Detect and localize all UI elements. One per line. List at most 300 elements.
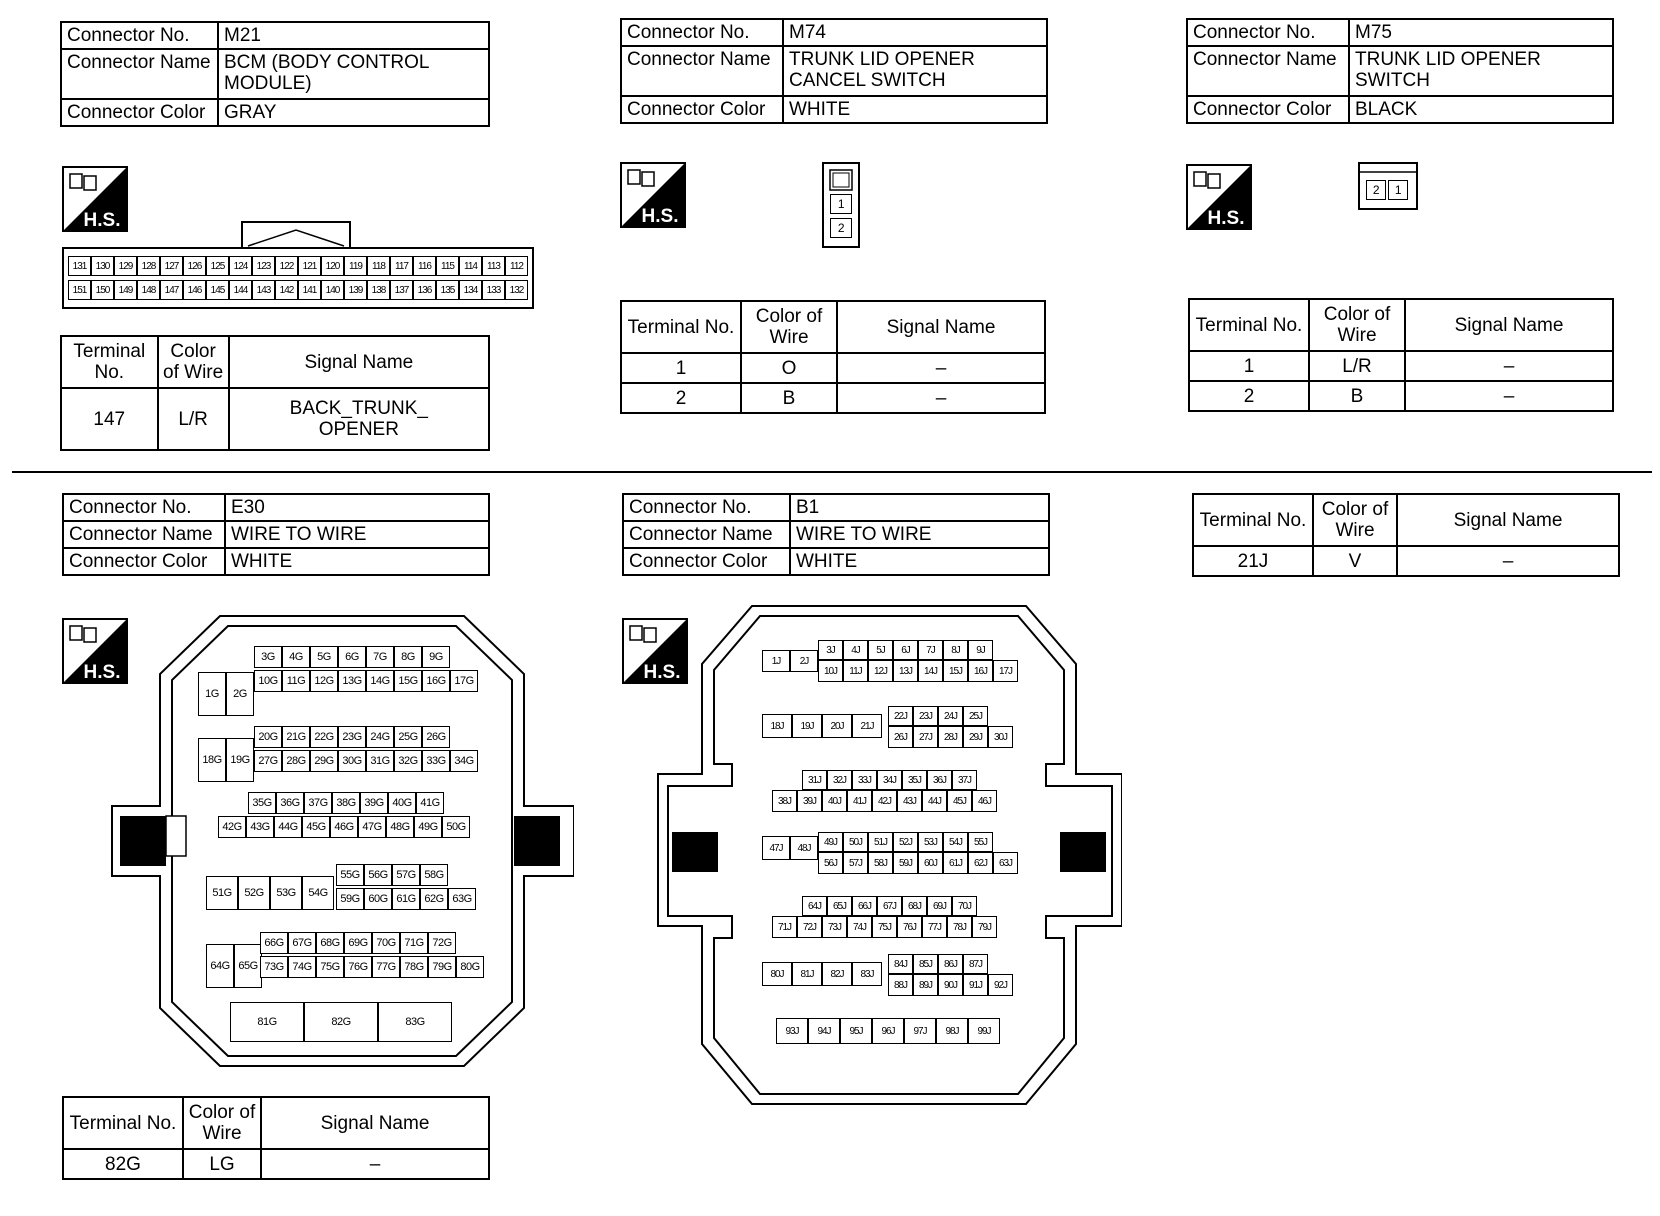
pin: 70J — [952, 896, 977, 916]
pin: 95J — [840, 1018, 872, 1044]
pin: 55J — [968, 832, 993, 852]
pin: 69J — [927, 896, 952, 916]
pin: 2J — [790, 650, 818, 672]
pin: 75J — [872, 916, 897, 938]
pin: 130 — [91, 256, 114, 276]
harness-side-icon — [620, 162, 686, 228]
connector-color-label: Connector Color — [1187, 96, 1349, 123]
pin: 125 — [206, 256, 229, 276]
connector-color-value: WHITE — [790, 548, 1049, 575]
pin: 15G — [394, 670, 422, 692]
pin: 65J — [827, 896, 852, 916]
terminal-no-header: Terminal No. — [621, 301, 741, 353]
pin: 9J — [968, 640, 993, 660]
pin: 143 — [252, 280, 275, 300]
pin: 45G — [302, 816, 330, 838]
pin: 74G — [288, 956, 316, 978]
pin: 133 — [482, 280, 505, 300]
pin: 26J — [888, 726, 913, 748]
pin: 62J — [968, 852, 993, 874]
pin: 16J — [968, 660, 993, 682]
pin: 56G — [364, 864, 392, 886]
color-of-wire-header: Color of Wire — [158, 336, 229, 388]
pin: 7J — [918, 640, 943, 660]
pin: 135 — [436, 280, 459, 300]
pin: 29J — [963, 726, 988, 748]
connector-no-value: M21 — [218, 22, 489, 49]
connector-no-value: E30 — [225, 494, 489, 521]
connector-name-label: Connector Name — [61, 49, 218, 99]
pin: 8G — [394, 646, 422, 668]
pin: 68J — [902, 896, 927, 916]
pin: 46G — [330, 816, 358, 838]
pin: 2 — [1366, 180, 1386, 200]
m75-info-table — [1186, 18, 1614, 124]
connector-color-label: Connector Color — [61, 99, 218, 126]
pin: 73G — [260, 956, 288, 978]
pin: 44J — [922, 790, 947, 812]
pin: 119 — [344, 256, 367, 276]
pin: 84J — [888, 954, 913, 974]
pin: 40G — [388, 792, 416, 814]
pin: 89J — [913, 974, 938, 996]
connector-no-value: M74 — [783, 19, 1047, 46]
pin: 66G — [260, 932, 288, 954]
pin: 12J — [868, 660, 893, 682]
b1-terminal-table — [1192, 493, 1620, 577]
pin: 82G — [304, 1002, 378, 1042]
connector-name-label: Connector Name — [1187, 46, 1349, 96]
connector-color-label: Connector Color — [623, 548, 790, 575]
pin: 27G — [254, 750, 282, 772]
pin: 40J — [822, 790, 847, 812]
pin: 118 — [367, 256, 390, 276]
pin: 28G — [282, 750, 310, 772]
pin: 96J — [872, 1018, 904, 1044]
connector-name-value: TRUNK LID OPENER CANCEL SWITCH — [783, 46, 1047, 96]
pin: 9G — [422, 646, 450, 668]
pin: 121 — [298, 256, 321, 276]
pin: 114 — [459, 256, 482, 276]
pin: 15J — [943, 660, 968, 682]
m21-connector-face — [62, 220, 534, 310]
pin: 127 — [160, 256, 183, 276]
wire-color-cell: V — [1313, 546, 1397, 576]
pin: 81J — [792, 962, 822, 986]
pin: 120 — [321, 256, 344, 276]
pin: 150 — [91, 280, 114, 300]
terminal-no-header: Terminal No. — [1193, 494, 1313, 546]
connector-name-value: WIRE TO WIRE — [790, 521, 1049, 548]
signal-name-cell: – — [261, 1149, 489, 1179]
pin: 53J — [918, 832, 943, 852]
pin: 77J — [922, 916, 947, 938]
pin: 21J — [852, 714, 882, 738]
pin: 11J — [843, 660, 868, 682]
pin: 1 — [830, 194, 852, 214]
pin: 33J — [852, 770, 877, 790]
wire-color-cell: O — [741, 353, 837, 383]
pin: 87J — [963, 954, 988, 974]
hs-label: H.S. — [83, 210, 121, 231]
wire-color-cell: B — [1309, 381, 1405, 411]
e30-info-table — [62, 493, 490, 576]
pin: 60J — [918, 852, 943, 874]
pin: 33G — [422, 750, 450, 772]
pin: 42J — [872, 790, 897, 812]
pin: 14G — [366, 670, 394, 692]
pin: 21G — [282, 726, 310, 748]
pin: 28J — [938, 726, 963, 748]
pin: 30J — [988, 726, 1013, 748]
pin: 23J — [913, 706, 938, 726]
pin: 151 — [68, 280, 91, 300]
pin: 31J — [802, 770, 827, 790]
pin: 71G — [400, 932, 428, 954]
pin: 44G — [274, 816, 302, 838]
wire-color-cell: L/R — [158, 388, 229, 450]
pin: 1 — [1388, 180, 1408, 200]
connector-no-value: M75 — [1349, 19, 1613, 46]
pin: 85J — [913, 954, 938, 974]
pin: 78J — [947, 916, 972, 938]
signal-name-header: Signal Name — [229, 336, 489, 388]
pin: 60G — [364, 888, 392, 910]
pin: 48G — [386, 816, 414, 838]
m74-connector-face — [822, 162, 860, 248]
pin: 22J — [888, 706, 913, 726]
pin: 49G — [414, 816, 442, 838]
pin: 13J — [893, 660, 918, 682]
pin: 29G — [310, 750, 338, 772]
pin: 97J — [904, 1018, 936, 1044]
connector-no-label: Connector No. — [1187, 19, 1349, 46]
pin: 98J — [936, 1018, 968, 1044]
pin: 63G — [448, 888, 476, 910]
pin: 72G — [428, 932, 456, 954]
color-of-wire-header: Color of Wire — [741, 301, 837, 353]
pin: 19J — [792, 714, 822, 738]
signal-name-cell: BACK_TRUNK_ OPENER — [229, 388, 489, 450]
pin: 77G — [372, 956, 400, 978]
pin: 17J — [993, 660, 1018, 682]
signal-name-cell: – — [1405, 381, 1613, 411]
terminal-no-cell: 2 — [1189, 381, 1309, 411]
pin: 18G — [198, 738, 226, 782]
pin: 5G — [310, 646, 338, 668]
m75-connector-face — [1358, 162, 1418, 210]
pin: 30G — [338, 750, 366, 772]
wire-color-cell: L/R — [1309, 351, 1405, 381]
pin: 124 — [229, 256, 252, 276]
pin: 81G — [230, 1002, 304, 1042]
pin: 52J — [893, 832, 918, 852]
pin: 37G — [304, 792, 332, 814]
pin: 64G — [206, 944, 234, 988]
pin: 36G — [276, 792, 304, 814]
connector-color-value: WHITE — [783, 96, 1047, 123]
signal-name-cell: – — [1397, 546, 1619, 576]
pin: 27J — [913, 726, 938, 748]
signal-name-header: Signal Name — [261, 1097, 489, 1149]
pin: 17G — [450, 670, 478, 692]
connector-name-label: Connector Name — [621, 46, 783, 96]
pin: 3J — [818, 640, 843, 660]
connector-name-value: BCM (BODY CONTROL MODULE) — [218, 49, 489, 99]
pin: 50G — [442, 816, 470, 838]
pin: 59J — [893, 852, 918, 874]
pin: 13G — [338, 670, 366, 692]
pin: 16G — [422, 670, 450, 692]
pin: 1J — [762, 650, 790, 672]
pin: 136 — [413, 280, 436, 300]
pin: 38J — [772, 790, 797, 812]
m75-terminal-table — [1188, 298, 1614, 412]
hs-label: H.S. — [1207, 208, 1245, 229]
terminal-no-header: Terminal No. — [1189, 299, 1309, 351]
pin: 78G — [400, 956, 428, 978]
terminal-no-cell: 1 — [621, 353, 741, 383]
connector-no-label: Connector No. — [61, 22, 218, 49]
pin: 99J — [968, 1018, 1000, 1044]
pin: 57G — [392, 864, 420, 886]
pin: 132 — [505, 280, 528, 300]
pin: 80J — [762, 962, 792, 986]
pin: 59G — [336, 888, 364, 910]
terminal-no-header: Terminal No. — [61, 336, 158, 388]
section-divider — [12, 471, 1652, 473]
e30-terminal-table — [62, 1096, 490, 1180]
color-of-wire-header: Color of Wire — [183, 1097, 261, 1149]
pin: 79G — [428, 956, 456, 978]
pin: 26G — [422, 726, 450, 748]
pin: 134 — [459, 280, 482, 300]
terminal-no-cell: 147 — [61, 388, 158, 450]
pin: 42G — [218, 816, 246, 838]
connector-no-label: Connector No. — [63, 494, 225, 521]
pin: 112 — [505, 256, 528, 276]
pin: 19G — [226, 738, 254, 782]
pin: 22G — [310, 726, 338, 748]
pin: 6G — [338, 646, 366, 668]
pin: 52G — [238, 876, 270, 910]
connector-name-value: TRUNK LID OPENER SWITCH — [1349, 46, 1613, 96]
pin: 142 — [275, 280, 298, 300]
pin: 65G — [234, 944, 262, 988]
pin: 69G — [344, 932, 372, 954]
pin: 70G — [372, 932, 400, 954]
pin: 137 — [390, 280, 413, 300]
pin: 92J — [988, 974, 1013, 996]
signal-name-header: Signal Name — [1397, 494, 1619, 546]
pin: 24J — [938, 706, 963, 726]
pin: 4J — [843, 640, 868, 660]
pin: 74J — [847, 916, 872, 938]
pin: 2 — [830, 218, 852, 238]
pin: 37J — [952, 770, 977, 790]
pin: 35G — [248, 792, 276, 814]
hs-label: H.S. — [643, 662, 681, 683]
pin: 145 — [206, 280, 229, 300]
b1-connector-face — [656, 604, 1122, 1106]
m74-terminal-table — [620, 300, 1046, 414]
pin: 20J — [822, 714, 852, 738]
pin: 23G — [338, 726, 366, 748]
connector-name-label: Connector Name — [63, 521, 225, 548]
pin: 38G — [332, 792, 360, 814]
terminal-no-cell: 82G — [63, 1149, 183, 1179]
pin: 131 — [68, 256, 91, 276]
pin: 146 — [183, 280, 206, 300]
connector-color-label: Connector Color — [63, 548, 225, 575]
pin: 58G — [420, 864, 448, 886]
wire-color-cell: B — [741, 383, 837, 413]
pin: 10J — [818, 660, 843, 682]
pin: 94J — [808, 1018, 840, 1044]
m21-info-table — [60, 21, 490, 127]
pin: 2G — [226, 672, 254, 716]
connector-no-value: B1 — [790, 494, 1049, 521]
connector-name-value: WIRE TO WIRE — [225, 521, 489, 548]
pin: 113 — [482, 256, 505, 276]
pin: 64J — [802, 896, 827, 916]
pin: 50J — [843, 832, 868, 852]
pin: 48J — [790, 836, 818, 860]
pin: 123 — [252, 256, 275, 276]
b1-info-table — [622, 493, 1050, 576]
pin: 24G — [366, 726, 394, 748]
signal-name-header: Signal Name — [837, 301, 1045, 353]
pin: 140 — [321, 280, 344, 300]
pin: 18J — [762, 714, 792, 738]
pin: 79J — [972, 916, 997, 938]
pin: 76J — [897, 916, 922, 938]
pin: 45J — [947, 790, 972, 812]
pin: 32J — [827, 770, 852, 790]
pin: 10G — [254, 670, 282, 692]
pin: 149 — [114, 280, 137, 300]
pin: 47J — [762, 836, 790, 860]
signal-name-cell: – — [837, 353, 1045, 383]
pin: 53G — [270, 876, 302, 910]
pin: 117 — [390, 256, 413, 276]
pin: 75G — [316, 956, 344, 978]
hs-label: H.S. — [83, 662, 121, 683]
signal-name-header: Signal Name — [1405, 299, 1613, 351]
pin: 5J — [868, 640, 893, 660]
pin: 54G — [302, 876, 334, 910]
pin: 88J — [888, 974, 913, 996]
pin: 58J — [868, 852, 893, 874]
pin: 72J — [797, 916, 822, 938]
signal-name-cell: – — [1405, 351, 1613, 381]
pin: 115 — [436, 256, 459, 276]
terminal-no-cell: 2 — [621, 383, 741, 413]
pin: 4G — [282, 646, 310, 668]
color-of-wire-header: Color of Wire — [1313, 494, 1397, 546]
pin: 90J — [938, 974, 963, 996]
color-of-wire-header: Color of Wire — [1309, 299, 1405, 351]
connector-color-value: GRAY — [218, 99, 489, 126]
connector-color-value: BLACK — [1349, 96, 1613, 123]
pin: 141 — [298, 280, 321, 300]
connector-color-value: WHITE — [225, 548, 489, 575]
pin: 67G — [288, 932, 316, 954]
pin: 46J — [972, 790, 997, 812]
hs-label: H.S. — [641, 206, 679, 227]
pin: 55G — [336, 864, 364, 886]
connector-color-label: Connector Color — [621, 96, 783, 123]
m21-terminal-table — [60, 335, 490, 451]
pin: 31G — [366, 750, 394, 772]
pin: 122 — [275, 256, 298, 276]
pin: 6J — [893, 640, 918, 660]
pin: 138 — [367, 280, 390, 300]
pin: 32G — [394, 750, 422, 772]
connector-name-label: Connector Name — [623, 521, 790, 548]
connector-no-label: Connector No. — [623, 494, 790, 521]
pin: 73J — [822, 916, 847, 938]
pin: 82J — [822, 962, 852, 986]
pin: 61G — [392, 888, 420, 910]
pin: 25J — [963, 706, 988, 726]
pin: 61J — [943, 852, 968, 874]
pin: 66J — [852, 896, 877, 916]
pin: 147 — [160, 280, 183, 300]
pin: 83G — [378, 1002, 452, 1042]
pin: 47G — [358, 816, 386, 838]
pin: 128 — [137, 256, 160, 276]
pin: 54J — [943, 832, 968, 852]
signal-name-cell: – — [837, 383, 1045, 413]
pin: 49J — [818, 832, 843, 852]
pin: 76G — [344, 956, 372, 978]
pin: 36J — [927, 770, 952, 790]
pin: 91J — [963, 974, 988, 996]
pin: 14J — [918, 660, 943, 682]
terminal-no-cell: 21J — [1193, 546, 1313, 576]
e30-connector-face — [110, 614, 574, 1068]
pin: 1G — [198, 672, 226, 716]
connector-no-label: Connector No. — [621, 19, 783, 46]
pin: 83J — [852, 962, 882, 986]
pin: 67J — [877, 896, 902, 916]
pin: 20G — [254, 726, 282, 748]
pin: 43J — [897, 790, 922, 812]
wire-color-cell: LG — [183, 1149, 261, 1179]
pin: 56J — [818, 852, 843, 874]
pin: 144 — [229, 280, 252, 300]
pin: 34G — [450, 750, 478, 772]
pin: 7G — [366, 646, 394, 668]
m74-info-table — [620, 18, 1048, 124]
pin: 39J — [797, 790, 822, 812]
pin: 68G — [316, 932, 344, 954]
pin: 57J — [843, 852, 868, 874]
pin: 41J — [847, 790, 872, 812]
pin: 139 — [344, 280, 367, 300]
pin: 71J — [772, 916, 797, 938]
harness-side-icon — [1186, 164, 1252, 230]
pin: 35J — [902, 770, 927, 790]
pin: 148 — [137, 280, 160, 300]
terminal-no-header: Terminal No. — [63, 1097, 183, 1149]
pin: 80G — [456, 956, 484, 978]
pin: 93J — [776, 1018, 808, 1044]
pin: 34J — [877, 770, 902, 790]
pin: 11G — [282, 670, 310, 692]
pin: 86J — [938, 954, 963, 974]
